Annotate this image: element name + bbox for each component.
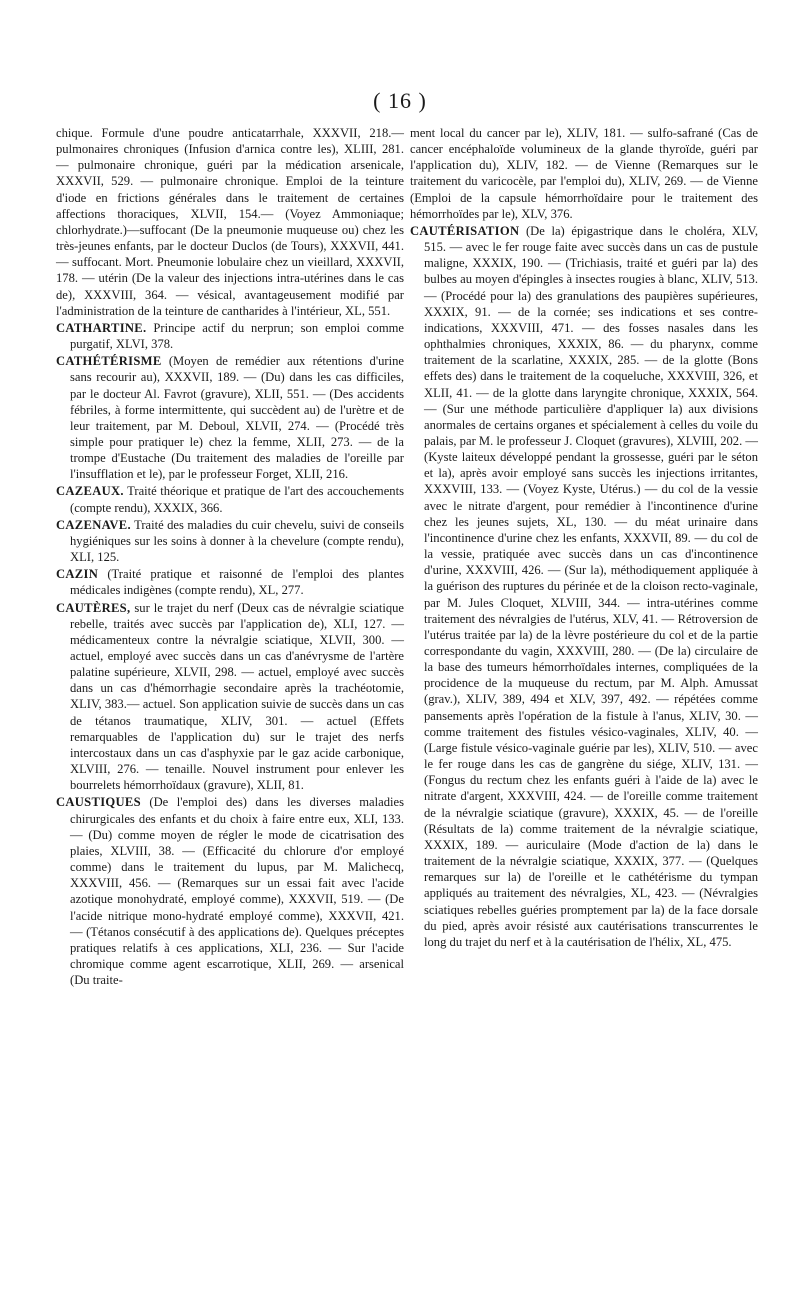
page-number: ( 16 ) — [373, 88, 427, 113]
right-column — [410, 125, 758, 951]
entry-headword: CAZENAVE. — [56, 517, 131, 532]
entry-text: ment local du cancer par le), XLIV, 181. — sulfo-safrané (Cas de cancer encéphaloïde volumineux de la glande thyroïde, guéri par l'application du), XLIV, 182. — de Vienne (Remarques sur le traitement du varicocèle, par l'emploi du), XLIV, 269. — de Vienne (Emploi de la capsule hémorrhoïdaire pour le traitement des hémorrhoïdes par le), XLV, 376. — [410, 126, 758, 221]
entry-text: Traité des maladies du cuir chevelu, suivi de conseils hygiéniques sur les soins à donner à la chevelure (compte rendu), XLI, 125. — [70, 517, 404, 565]
index-entry — [410, 223, 758, 950]
entry-headword: CAZEAUX. — [56, 484, 124, 499]
entry-text: (Traité pratique et raisonné de l'emploi des plantes médicales indigènes (compte rendu), XL, 277. — [70, 567, 404, 598]
entry-text: chique. Formule d'une poudre anticatarrhale, XXXVII, 218.— pulmonaires chroniques (Infusion d'arnica contre les), XLIII, 281. — pulmonaire chronique, guéri par la médication arsenicale, XXXVII, 529. — pulmonaire chronique. Emploi de la teinture d'iode en frictions générales dans le traitement de certaines affections thoraciques, XLVII, 154.— (Voyez Ammoniaque; chlorhydrate.)—suffocant (De la pneumonie muqueuse ou) chez les très-jeunes enfants, par le docteur Duclos (de Tours), XXXVII, 441. — suffocant. Mort. Pneumonie lobulaire chez un vieillard, XXXVII, 178. — utérin (De la valeur des injections intra-utérines dans le cas de), XXXVIII, 364. — vésical, avantageusement modifié par l'administration de la teinture de cantharides à l'intérieur, XL, 551. — [56, 126, 404, 318]
entry-text: Traité théorique et pratique de l'art des accouchements (compte rendu), XXXIX, 366. — [70, 484, 405, 515]
index-entry — [56, 353, 404, 482]
entry-headword: CAZIN — [56, 567, 99, 582]
entry-headword: CATHARTINE. — [56, 320, 147, 335]
left-column — [56, 125, 404, 989]
entry-text: (De la) épigastrique dans le choléra, XLV, 515. — avec le fer rouge faite avec succès dans un cas de pustule maligne, XXXIX, 190. — (Trichiasis, traité et guéri par la) des bulbes au moyen d'épingles à insectes rougies à blanc, XLIV, 513. — (Procédé pour la) des granulations des paupières supérieures, XXXIX, 91. — de la cornée; ses indications et ses contre-indications, XXXVIII, 471. — des fosses nasales dans les ophthalmies chroniques, XXXIX, 86. — du pharynx, comme traitement de la scarlatine, XXXIX, 285. — de la glotte (Bons effets des) dans le traitement de la coqueluche, XXXVIII, 326, et XLII, 41. — de la glotte dans laryngite chronique, XXXIX, 564. — (Sur une méthode particulière d'appliquer la) aux divisions anormales de certains organes et spécialement à celles du voile du palais, par M. le professeur J. Cloquet (gravures), XLVIII, 202. — (Kyste laiteux développé pendant la grossesse, guéri par le séton et la), après avoir employé sans succès les injections irritantes, XXXVIII, 133. — (Voyez Kyste, Utérus.) — du col de la vessie avec le nitrate d'argent, pour remédier à l'incontinence d'urine chez les jeunes sujets, XL, 130. — du méat urinaire dans l'incontinence d'urine chez les enfants, XXXVII, 89. — du col de la vessie, pratiquée avec succès dans un cas d'incontinence d'urine, XXXVIII, 426. — (Sur la), méthodiquement appliquée à la guérison des ruptures du périnée et de la cloison recto-vaginale, par M. Jules Cloquet, XLVIII, 344. — intra-utérines comme traitement des névralgies de l'utérus, XLV, 41. — Rétroversion de l'utérus traitée par la) de la lèvre postérieure du col et de la partie correspondante du vagin, XXXVIII, 280. — (De la) circulaire de la base des tumeurs hémorrhoïdales internes, compliquées de la procidence de la muqueuse du rectum, par M. Alph. Amussat (grav.), XLIV, 389, 494 et XLV, 397, 492. — répétées comme pansements après l'opération de la fistule à l'anus, XLIV, 30. — comme traitement des fistules vésico-vaginales, XLIV, 40. — (Large fistule vésico-vaginale guérie par les), XLIV, 510. — avec le fer rouge dans les cas de gangrène du siége, XLIV, 131. — (Fongus du rectum chez les enfants guéri à l'aide de la) avec le nitrate d'argent, XXXVIII, 424. — de l'oreille comme traitement de la névralgie sciatique (gravure), XXXIX, 45. — de l'oreille (Résultats de la) comme traitement de la névralgie sciatique, XXXIX, 189. — auriculaire (Mode d'action de la) dans le traitement de la névralgie sciatique, XXXIX, 377. — (Quelques remarques sur la) de l'oreille et le cathétérisme du tympan appliqués au traitement des névralgies, XL, 423. — (Névralgies sciatiques rebelles guéries promptement par la) de la face dorsale du pied, après avoir résisté aux cautérisations transcurrentes le long du trajet du nerf et à la cautérisation de l'hélix, XL, 475. — [424, 223, 758, 949]
entry-headword: CATHÉTÉRISME — [56, 354, 162, 369]
entry-text: Principe actif du nerprun; son emploi comme purgatif, XLVI, 378. — [70, 320, 404, 352]
entry-text: sur le trajet du nerf (Deux cas de névralgie sciatique rebelle, traités avec succès par l'application de), XLI, 127. — médicamenteux contre la névralgie sciatique, XLVII, 300. — actuel, employé avec succès dans un cas d'anévrysme de l'artère palatine supérieure, XLVII, 298. — actuel, employé avec succès dans un cas d'hémorrhagie secondaire après la trachéotomie, XLIV, 383.— actuel. Son application suivie de succès dans un cas de tétanos traumatique, XLIV, 301. — actuel (Effets remarquables de l'application du) sur le trajet des nerfs intercostaux dans un cas d'asphyxie par le gaz acide carbonique, XLVIII, 276. — tenaille. Nouvel instrument pour enlever les bourrelets hémorrhoïdaux (gravure), XLII, 81. — [70, 600, 404, 793]
entry-text: (De l'emploi des) dans les diverses maladies chirurgicales des enfants et du choix à faire entre eux, XLI, 133. — (Du) comme moyen de régler le mode de cicatrisation des plaies, XLVIII, 38. — (Efficacité du chlorure d'or employé comme) dans le traitement du lupus, par M. Malichecq, XXXVIII, 456. — (Remarques sur un essai fait avec l'acide azotique monohydraté, employé comme), XXXVII, 519. — (De l'acide nitrique mono-hydraté employé comme), XXXVII, 421. — (Tétanos consécutif à des applications de). Quelques préceptes pratiques relatifs à ces applications, XLI, 236. — Sur l'acide chromique comme agent escarrotique, XLII, 269. — arsenical (Du traite- — [70, 795, 404, 988]
index-entry — [56, 320, 404, 352]
entry-headword: CAUTÉRISATION — [410, 223, 520, 238]
entry-headword: CAUSTIQUES — [56, 795, 141, 810]
index-entry — [56, 125, 404, 319]
index-entry — [56, 483, 404, 515]
index-entry — [56, 566, 404, 598]
entry-text: (Moyen de remédier aux rétentions d'urine sans recourir au), XXXVII, 189. — (Du) dans les cas difficiles, par le docteur Al. Favrot (gravure), XLII, 551. — (Des accidents fébriles, à forme intermittente, qui succèdent au) de l'urètre et de leur traitement, par M. Deboul, XLVII, 274. — (Procédé très simple pour pratiquer le) chez la femme, XLII, 273. — de la trompe d'Eustache (Du traitement des maladies de l'oreille par l'insufflation et le), par le professeur Forget, XLII, 216. — [70, 354, 404, 482]
index-entry — [56, 600, 404, 794]
index-entry — [56, 794, 404, 988]
entry-headword: CAUTÈRES, — [56, 600, 131, 615]
index-entry — [410, 125, 758, 222]
index-entry — [56, 517, 404, 565]
